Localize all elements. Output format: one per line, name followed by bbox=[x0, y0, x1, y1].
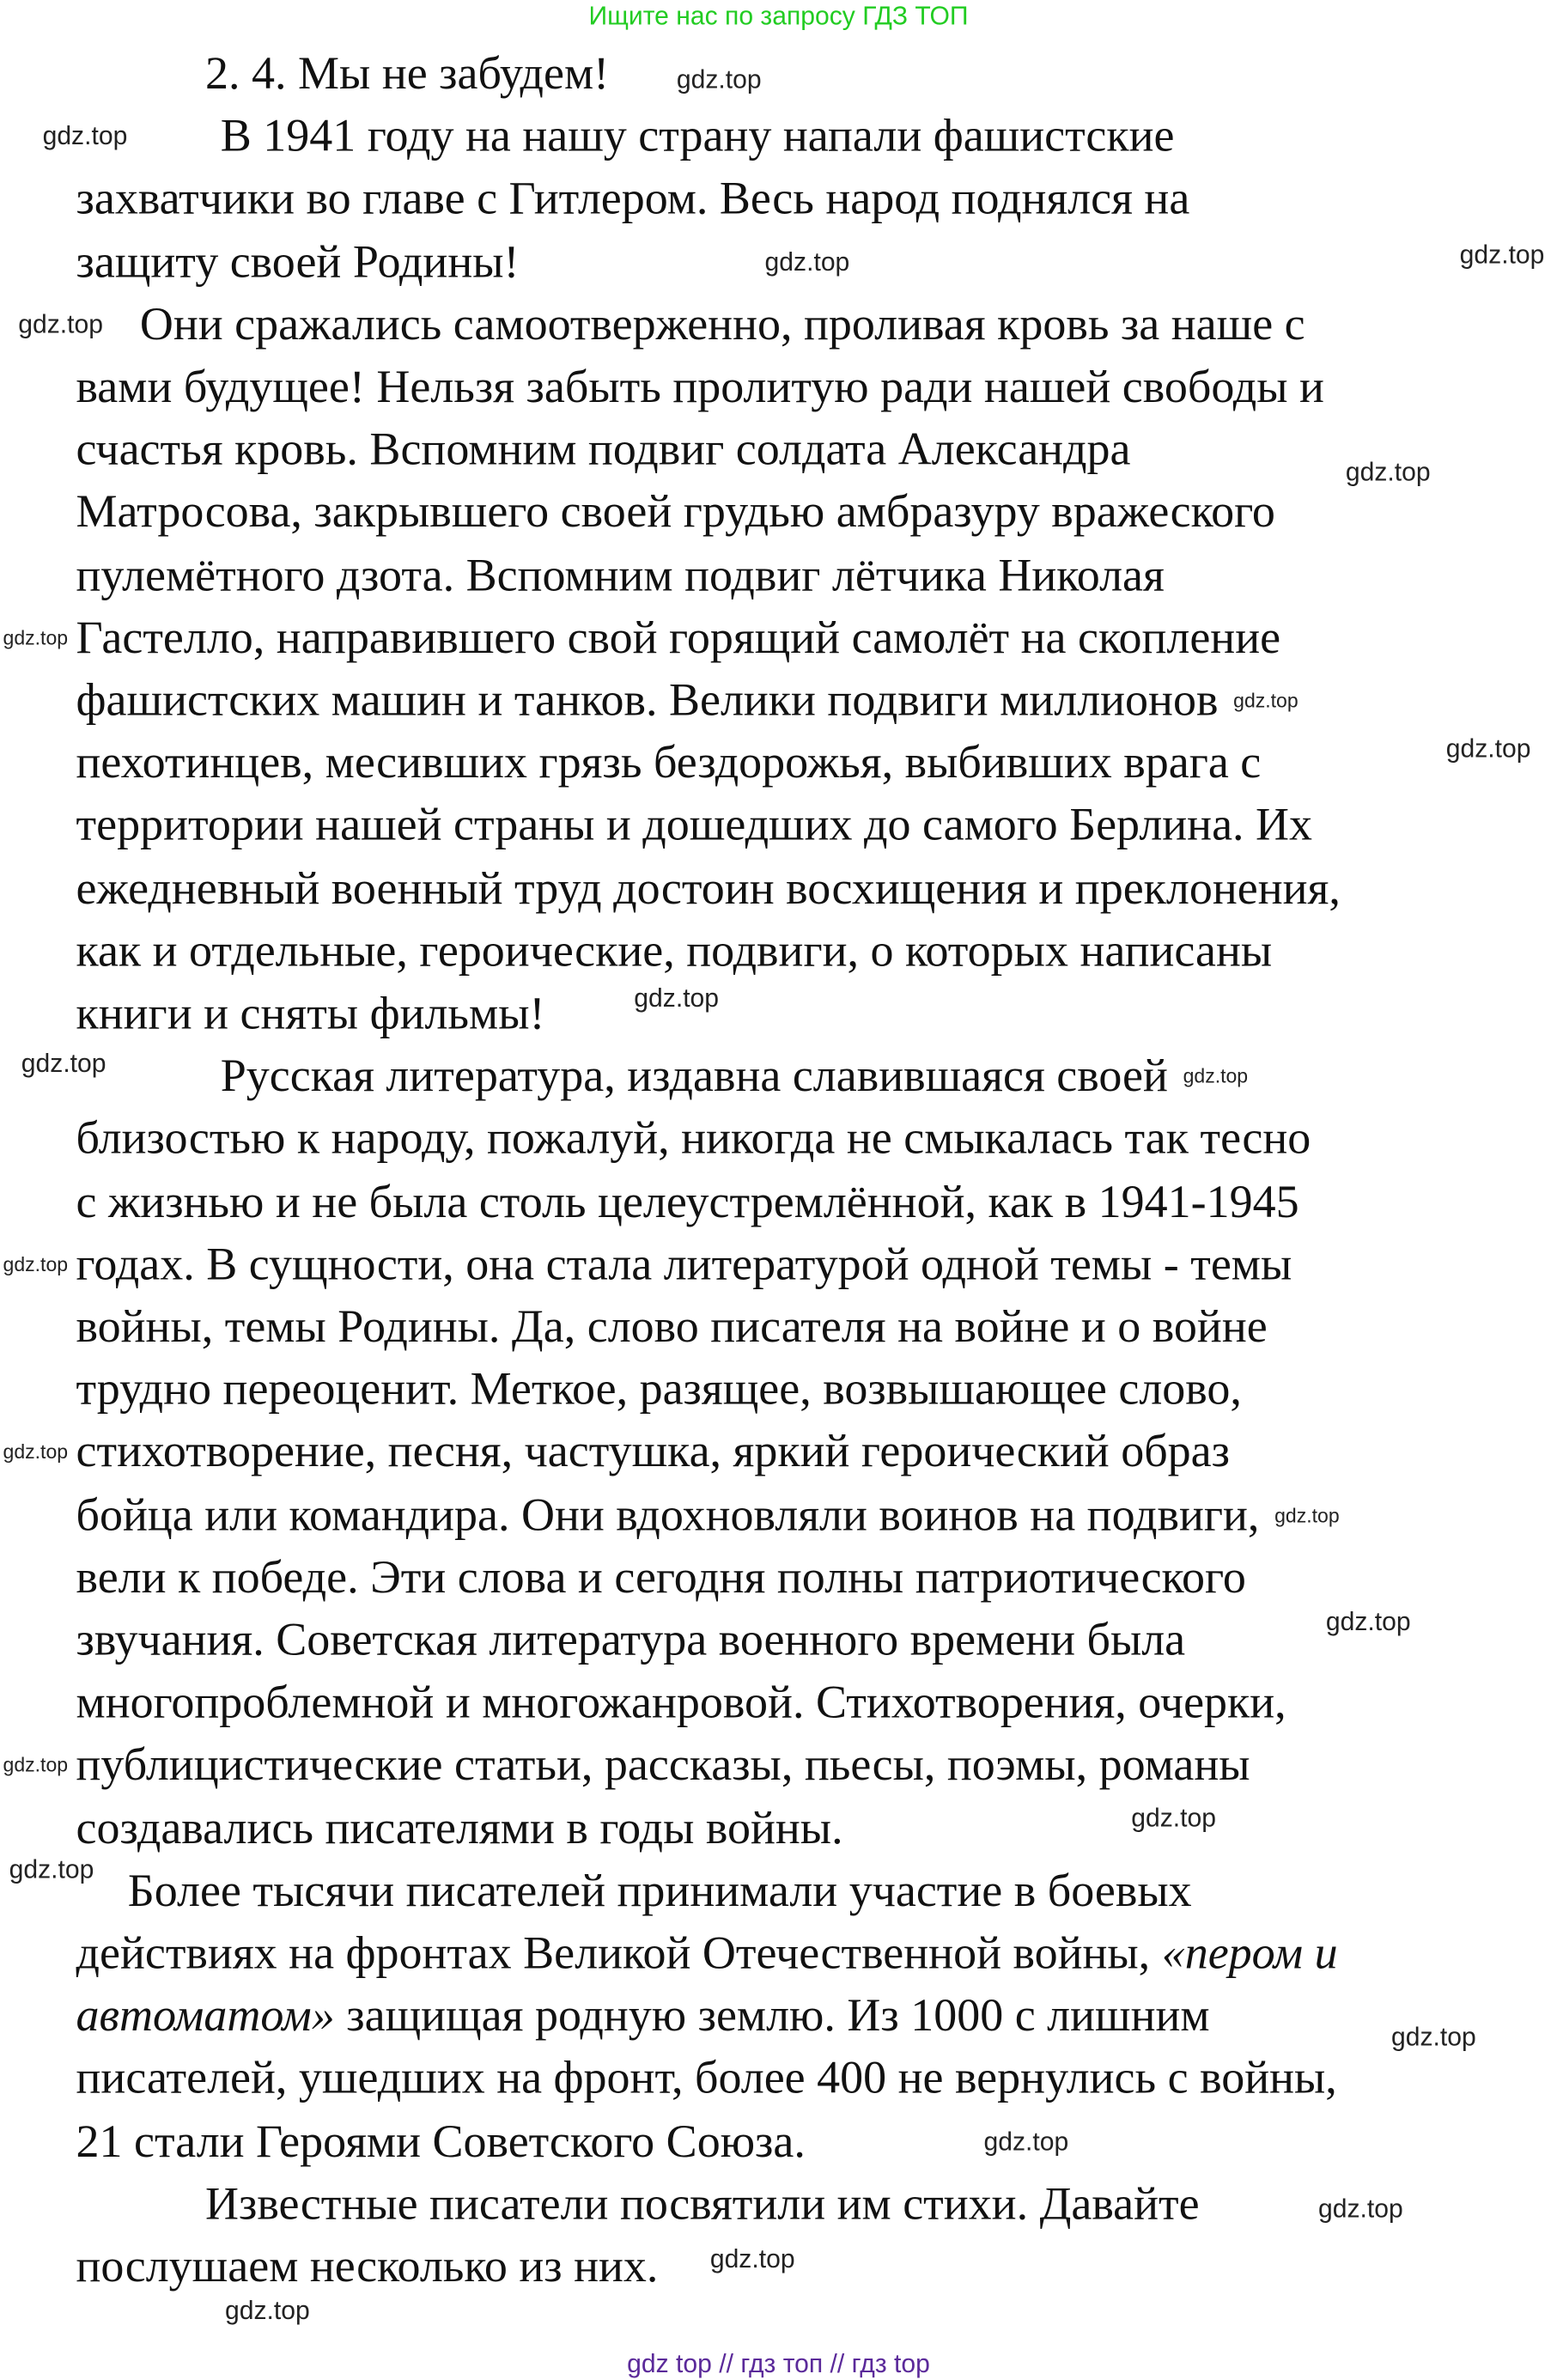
text-line bbox=[220, 1050, 1168, 1102]
text-line bbox=[76, 1613, 1186, 1666]
text-line bbox=[76, 235, 520, 288]
text-segment: писателей, ушедших на фронт, более 400 не вернулись с войны, bbox=[76, 2052, 1337, 2104]
text-line bbox=[76, 1112, 1311, 1165]
footer-links[interactable]: gdz top // гдз топ // гдз top bbox=[627, 2349, 930, 2379]
watermark: gdz.top bbox=[709, 2243, 795, 2273]
text-segment: фашистских машин и танков. Велики подвиги миллионов bbox=[76, 673, 1219, 726]
text-segment: Русская литература, издавна славившаяся своей bbox=[220, 1050, 1168, 1102]
watermark: gdz.top bbox=[3, 1252, 69, 1276]
text-line bbox=[205, 2177, 1200, 2230]
text-line bbox=[76, 1550, 1246, 1604]
watermark: gdz.top bbox=[1233, 688, 1299, 712]
watermark: gdz.top bbox=[42, 121, 128, 151]
text-segment: пехотинцев, месивших грязь бездорожья, выбивших врага с bbox=[76, 736, 1262, 788]
italic-quote: автоматом» bbox=[76, 1989, 335, 2042]
text-segment: бойца или командира. Они вдохновляли воинов на подвиги, bbox=[76, 1488, 1260, 1541]
text-line bbox=[76, 423, 1131, 476]
text-segment: защищая родную землю. Из 1000 с лишним bbox=[334, 1989, 1210, 2042]
text-segment: Известные писатели посвятили им стихи. Давайте bbox=[205, 2177, 1200, 2230]
text-segment: защиту своей Родины! bbox=[76, 235, 520, 288]
text-line bbox=[76, 1238, 1292, 1290]
watermark: gdz.top bbox=[1318, 2193, 1403, 2223]
text-segment: многопроблемной и многожанровой. Стихотворения, очерки, bbox=[76, 1676, 1286, 1729]
text-line bbox=[76, 1363, 1242, 1415]
text-segment: годах. В сущности, она стала литературой одной темы - темы bbox=[76, 1238, 1292, 1290]
section-title: 2. 4. Мы не забудем! bbox=[205, 47, 610, 100]
watermark: gdz.top bbox=[1391, 2021, 1476, 2051]
watermark: gdz.top bbox=[764, 247, 850, 277]
watermark: gdz.top bbox=[21, 1048, 106, 1078]
text-segment: книги и сняты фильмы! bbox=[76, 987, 545, 1039]
text-segment: трудно переоценит. Меткое, разящее, возвышающее слово, bbox=[76, 1363, 1242, 1415]
text-line bbox=[76, 611, 1281, 663]
text-segment: В 1941 году на нашу страну напали фашистские bbox=[220, 110, 1175, 162]
text-line bbox=[76, 2240, 659, 2292]
text-line bbox=[76, 173, 1190, 225]
text-segment: счастья кровь. Вспомним подвиг солдата Александра bbox=[76, 423, 1131, 476]
watermark: gdz.top bbox=[3, 1440, 69, 1464]
text-line bbox=[220, 110, 1175, 162]
text-line bbox=[76, 2052, 1337, 2104]
text-segment: Более тысячи писателей принимали участие в боевых bbox=[127, 1864, 1192, 1916]
text-segment: действиях на фронтах Великой Отечественной войны, bbox=[76, 1927, 1162, 1979]
text-line bbox=[76, 799, 1313, 851]
text-segment: войны, темы Родины. Да, слово писателя на войне и о войне bbox=[76, 1300, 1268, 1353]
text-line bbox=[76, 1676, 1286, 1729]
text-segment: стихотворение, песня, частушка, яркий героический образ bbox=[76, 1426, 1230, 1478]
text-line bbox=[76, 861, 1341, 914]
text-line bbox=[127, 1864, 1192, 1916]
text-segment: Матросова, закрывшего своей грудью амбразуру вражеского bbox=[76, 485, 1275, 539]
text-line bbox=[76, 1300, 1268, 1353]
text-line bbox=[76, 1426, 1230, 1478]
watermark: gdz.top bbox=[18, 309, 103, 339]
watermark: gdz.top bbox=[1325, 1606, 1411, 1636]
text-segment: Они сражались самоотверженно, проливая кровь за наше с bbox=[139, 298, 1305, 350]
text-segment: вами будущее! Нельзя забыть пролитую ради нашей свободы и bbox=[76, 361, 1324, 413]
watermark: gdz.top bbox=[1274, 1503, 1340, 1526]
watermark: gdz.top bbox=[1131, 1802, 1216, 1832]
text-segment: публицистические статьи, рассказы, пьесы, поэмы, романы bbox=[76, 1738, 1250, 1791]
text-segment: 21 стали Героями Советского Союза. bbox=[76, 2115, 806, 2167]
text-line bbox=[76, 548, 1165, 601]
watermark: gdz.top bbox=[1183, 1064, 1249, 1088]
watermark: gdz.top bbox=[1459, 239, 1545, 269]
text-segment: ежедневный военный труд достоин восхищения и преклонения, bbox=[76, 861, 1341, 914]
text-line bbox=[76, 924, 1273, 977]
text-line bbox=[76, 987, 545, 1039]
text-segment: захватчики во главе с Гитлером. Весь народ поднялся на bbox=[76, 173, 1190, 225]
text-segment: с жизнью и не была столь целеустремлённой, как в 1941-1945 bbox=[76, 1175, 1299, 1227]
watermark: gdz.top bbox=[634, 983, 720, 1013]
watermark: gdz.top bbox=[676, 64, 762, 94]
text-line bbox=[76, 1801, 843, 1853]
watermark: gdz.top bbox=[1345, 457, 1431, 486]
text-line bbox=[76, 1175, 1299, 1227]
text-segment: близостью к народу, пожалуй, никогда не смыкалась так тесно bbox=[76, 1112, 1311, 1165]
text-segment: территории нашей страны и дошедших до самого Берлина. Их bbox=[76, 799, 1313, 851]
text-line bbox=[76, 673, 1219, 726]
text-segment: Гастелло, направившего свой горящий самолёт на скопление bbox=[76, 611, 1281, 663]
text-segment: послушаем несколько из них. bbox=[76, 2240, 659, 2292]
text-segment: создавались писателями в годы войны. bbox=[76, 1801, 843, 1853]
text-segment: звучания. Советская литература военного времени была bbox=[76, 1613, 1186, 1666]
watermark: gdz.top bbox=[983, 2127, 1069, 2156]
italic-quote: «пером и bbox=[1161, 1927, 1338, 1979]
search-banner[interactable]: Ищите нас по запросу ГДЗ ТОП bbox=[588, 1, 969, 31]
text-segment: пулемётного дзота. Вспомним подвиг лётчика Николая bbox=[76, 548, 1165, 601]
text-line bbox=[76, 1989, 1210, 2042]
watermark: gdz.top bbox=[1445, 733, 1531, 763]
watermark: gdz.top bbox=[3, 1754, 69, 1777]
text-segment: вели к победе. Эти слова и сегодня полны патриотического bbox=[76, 1550, 1246, 1604]
text-line bbox=[76, 2115, 806, 2167]
watermark: gdz.top bbox=[3, 626, 69, 649]
text-segment: как и отдельные, героические, подвиги, о которых написаны bbox=[76, 924, 1273, 977]
text-line bbox=[139, 298, 1305, 350]
text-line bbox=[76, 485, 1275, 539]
text-line bbox=[76, 1738, 1250, 1791]
text-line bbox=[76, 736, 1262, 788]
watermark: gdz.top bbox=[9, 1854, 94, 1884]
watermark: gdz.top bbox=[225, 2295, 310, 2325]
text-line bbox=[76, 1488, 1260, 1541]
text-line bbox=[76, 1927, 1338, 1979]
text-line bbox=[76, 361, 1324, 413]
